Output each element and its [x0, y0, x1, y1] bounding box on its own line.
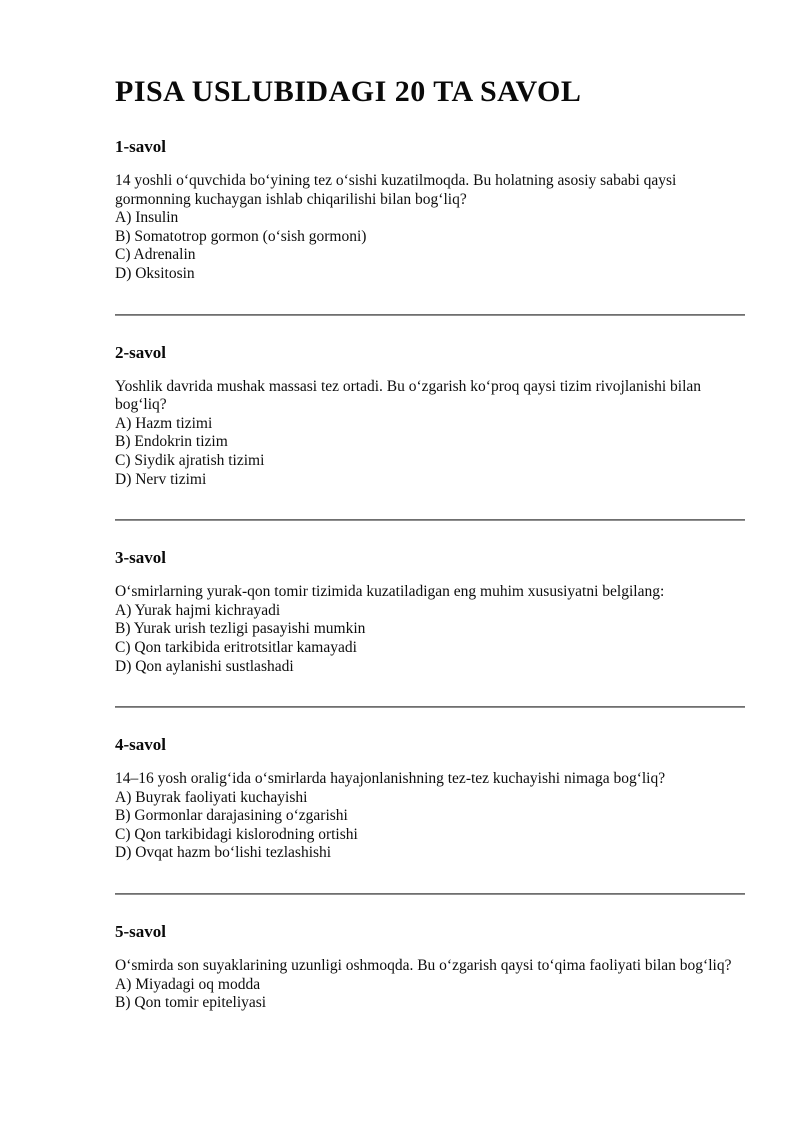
- answer-option: C) Qon tarkibida eritrotsitlar kamayadi: [115, 638, 357, 656]
- question-text: Yoshlik davrida mushak massasi tez ortadi. Bu oʻzgarish koʻproq qaysi tizim rivojlanishi bilan bogʻliq?: [115, 377, 702, 414]
- question-heading: 3-savol: [115, 548, 166, 568]
- question-options: [115, 209, 745, 283]
- document-content: [115, 75, 745, 1013]
- question-heading: 5-savol: [115, 922, 166, 942]
- question-block: [115, 138, 745, 316]
- question-options: [115, 789, 745, 863]
- answer-option: B) Qon tomir epiteliyasi: [115, 994, 267, 1012]
- question-text: Oʻsmirda son suyaklarining uzunligi oshmoqda. Bu oʻzgarish qaysi toʻqima faoliyati bilan bogʻliq?: [115, 957, 732, 975]
- question-heading: 1-savol: [115, 137, 166, 156]
- answer-option: B) Gormonlar darajasining oʻzgarishi: [115, 807, 348, 825]
- answer-option: A) Miyadagi oq modda: [115, 975, 261, 993]
- answer-option: A) Insulin: [115, 209, 179, 227]
- question-text: 14–16 yosh oraligʻida oʻsmirlarda hayajonlanishning tez-tez kuchayishi nimaga bogʻliq?: [115, 770, 666, 788]
- answer-option: B) Somatotrop gormon (oʻsish gormoni): [115, 227, 367, 245]
- question-options: [115, 415, 745, 489]
- question-options: [115, 602, 745, 676]
- answer-option: B) Yurak urish tezligi pasayishi mumkin: [115, 620, 366, 638]
- answer-option: B) Endokrin tizim: [115, 433, 228, 451]
- answer-option: D) Oksitosin: [115, 264, 195, 282]
- section-divider: [115, 519, 745, 521]
- answer-option: A) Hazm tizimi: [115, 414, 213, 432]
- question-block: [115, 923, 745, 1013]
- answer-option: D) Ovqat hazm boʻlishi tezlashishi: [115, 844, 332, 862]
- section-divider: [115, 893, 745, 895]
- section-divider: [115, 706, 745, 708]
- question-text: Oʻsmirlarning yurak-qon tomir tizimida kuzatiladigan eng muhim xususiyatni belgilang:: [115, 583, 665, 601]
- question-heading: 4-savol: [115, 735, 166, 755]
- answer-option: C) Adrenalin: [115, 246, 196, 264]
- answer-option: A) Buyrak faoliyati kuchayishi: [115, 788, 308, 806]
- questions-list: [115, 138, 745, 1013]
- question-text: 14 yoshli oʻquvchida boʻyining tez oʻsishi kuzatilmoqda. Bu holatning asosiy sababi qaysi gormonning kuchaygan ishlab chiqarilishi bilan bogʻliq?: [115, 172, 677, 208]
- answer-option: D) Nerv tizimi: [115, 470, 207, 488]
- section-divider: [115, 314, 745, 316]
- question-heading: 2-savol: [115, 342, 166, 362]
- question-block: [115, 549, 745, 708]
- answer-option: A) Yurak hajmi kichrayadi: [115, 601, 281, 619]
- question-block: [115, 344, 745, 522]
- question-block: [115, 736, 745, 895]
- answer-option: C) Qon tarkibidagi kislorodning ortishi: [115, 825, 358, 843]
- page-title: PISA USLUBIDAGI 20 TA SAVOL: [115, 75, 582, 108]
- answer-option: D) Qon aylanishi sustlashadi: [115, 657, 294, 675]
- answer-option: C) Siydik ajratish tizimi: [115, 451, 265, 469]
- question-options: [115, 976, 745, 1013]
